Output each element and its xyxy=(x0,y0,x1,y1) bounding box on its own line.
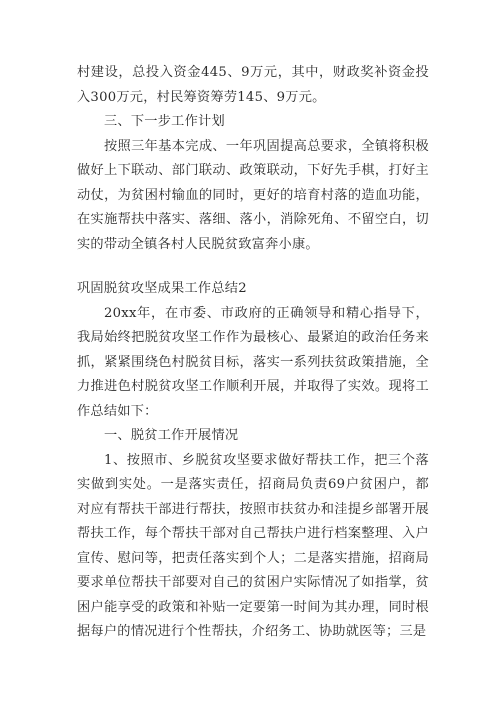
document-title-summary-2: 巩固脱贫攻坚成果工作总结2 xyxy=(77,281,247,296)
paragraph-funding-summary: 村建设，总投入资金445、9万元，其中，财政奖补资金投入300万元，村民筹资筹劳145、9万元。 xyxy=(77,65,429,105)
document-body xyxy=(77,61,429,645)
paragraph-introduction: 20xx年，在市委、市政府的正确领导和精心指导下，我局始终把脱贫攻坚工作作为最核心、最紧迫的政治任务来抓，紧紧围绕色村脱贫目标，落实一系列扶贫政策措施，全力推进色村脱贫攻坚工作顺利开展，并取得了实效。现将工作总结如下： xyxy=(77,305,429,419)
section-heading-next-plan: 三、下一步工作计划 xyxy=(104,114,225,129)
paragraph-next-plan: 按照三年基本完成、一年巩固提高总要求，全镇将积极做好上下联动、部门联动、政策联动，下好先手棋，打好主动仗，为贫困村输血的同时，更好的培育村落的造血功能，在实施帮扶中落实、落细、落小，消除死角、不留空白，切实的带动全镇各村人民脱贫致富奔小康。 xyxy=(77,138,429,252)
section-heading-work-status: 一、脱贫工作开展情况 xyxy=(104,428,239,443)
paragraph-three-implementations: 1、按照市、乡脱贫攻坚要求做好帮扶工作，把三个落实做到实处。一是落实责任，招商局负责69户贫困户，都对应有帮扶干部进行帮扶，按照市扶贫办和洼提乡部署开展帮扶工作，每个帮扶干部对自己帮扶户进行档案整理、入户宣传、慰问等，把责任落实到个人；二是落实措施，招商局要求单位帮扶干部要对自己的贫困户实际情况了如指掌，贫困户能享受的政策和补贴一定要第一时间为其办理，同时根据每户的情况进行个性帮扶，介绍务工、协助就医等；三是 xyxy=(77,452,429,639)
